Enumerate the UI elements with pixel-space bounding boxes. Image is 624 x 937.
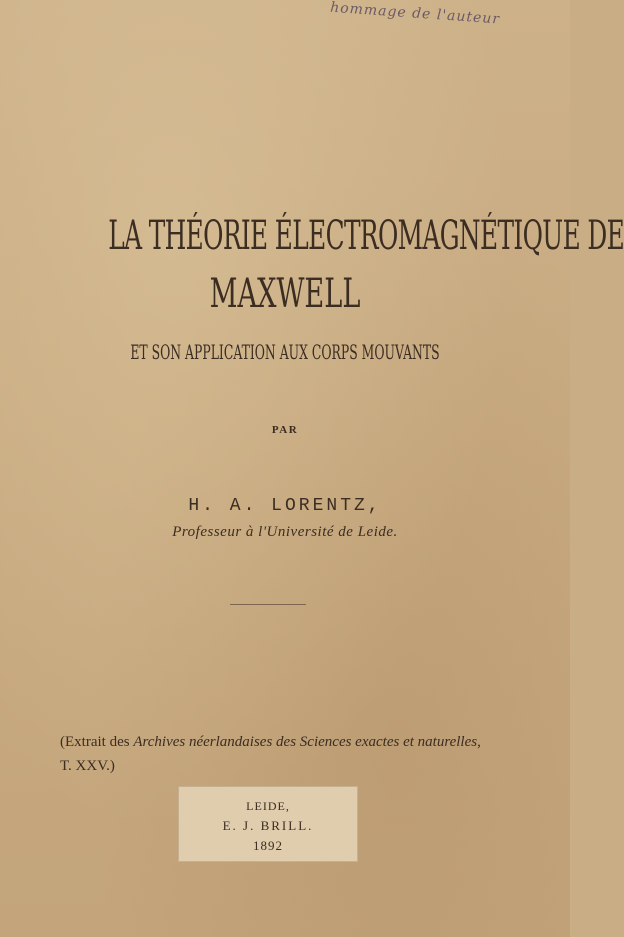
journal-volume: T. XXV.) xyxy=(60,758,115,774)
extract-prefix: (Extrait des xyxy=(60,734,130,750)
author-affiliation: Professeur à l'Université de Leide. xyxy=(172,524,398,540)
title-line-1: LA THÉORIE ÉLECTROMAGNÉTIQUE DE xyxy=(108,213,624,259)
publication-year: 1892 xyxy=(253,838,283,853)
subtitle: ET SON APPLICATION AUX CORPS MOUVANTS xyxy=(130,340,440,364)
publisher-city: LEIDE, xyxy=(246,799,290,813)
publisher-label xyxy=(178,786,358,862)
journal-name: Archives néerlandaises des Sciences exactes et naturelles, xyxy=(133,734,481,750)
by-label: PAR xyxy=(271,424,299,436)
author-name: H. A. LORENTZ, xyxy=(188,496,382,516)
title-line-2: MAXWELL xyxy=(209,271,361,317)
extract-note xyxy=(60,730,490,778)
divider-rule xyxy=(230,604,306,605)
handwritten-dedication: hommage de l'auteur xyxy=(329,0,501,28)
publisher-name: E. J. BRILL. xyxy=(222,818,314,833)
